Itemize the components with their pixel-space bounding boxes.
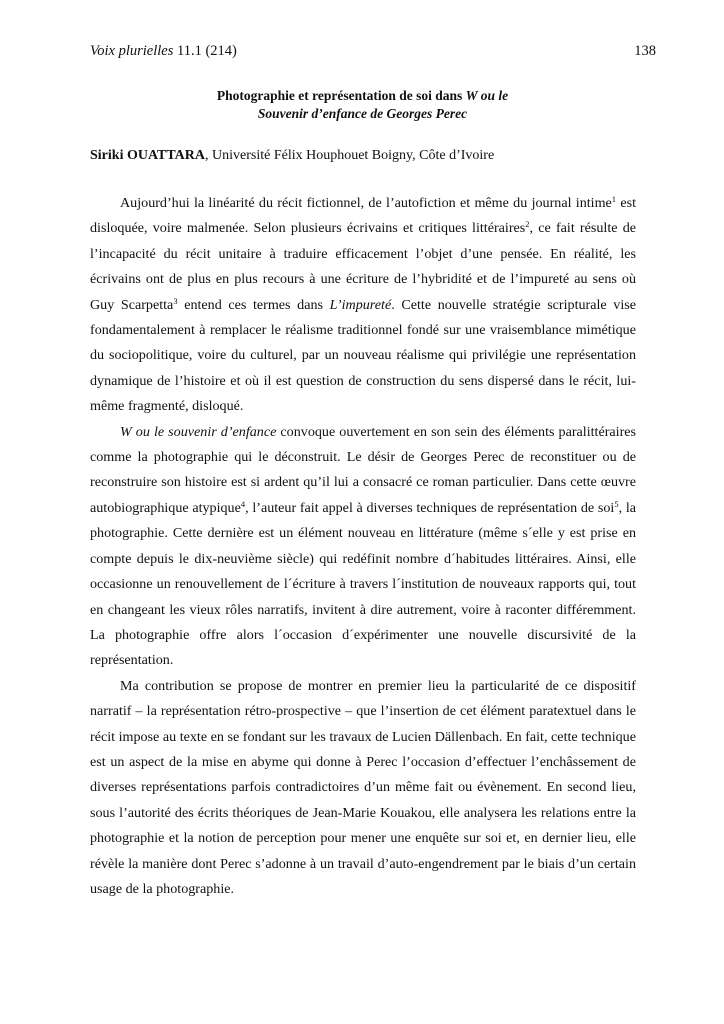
p1-text-3: , ce fait résulte de l’incapacité du récit unitaire à traduire efficacement l’objet d’une pensée. En réalité, les écrivains ont de plus en plus recours à une écriture de l’hybridité et de l’impureté au sens où Guy Scarpetta xyxy=(90,220,636,313)
title-italic-part2: Souvenir d’enfance de Georges Perec xyxy=(257,106,468,121)
paragraph-1 xyxy=(90,191,636,420)
book-title-w: W ou le souvenir d’enfance xyxy=(120,423,277,440)
p2-text-3: , la photographie. Cette dernière est un élément nouveau en littérature (même s´elle y est prise en compte depuis le dix-neuvième siècle) qui redéfinit nombre d´habitudes littéraires. Ainsi, elle occasionne un renouvellement de l´écriture à travers l´institution de nouveaux rapports qui, tout en changeant les vieux rôles narratifs, invitent à dire autrement, voire à raconter différemment. La photographie offre alors l´occasion d´expérimenter une nouvelle discursivité de la représentation. xyxy=(90,499,636,669)
running-header xyxy=(90,41,656,61)
title-italic-part1: W ou le xyxy=(465,88,509,103)
footnote-ref-1[interactable]: 1 xyxy=(611,194,617,204)
title-line-1 xyxy=(90,87,635,105)
journal-issue: 11.1 (214) xyxy=(177,43,237,59)
journal-citation xyxy=(90,41,237,61)
p3-text-1: Ma contribution se propose de montrer en premier lieu la particularité de ce dispositif narratif – la représentation rétro-prospective – que l’insertion de cet élément paratextuel dans le récit impose au texte en se fondant sur les travaux de Lucien Dällenbach. En fait, cette technique est un aspect de la mise en abyme qui donne à Perec l’occasion d’effectuer l’enchâssement de diverses représentations parfois contradictoires d’un même fait ou évènement. En second lieu, sous l’autorité des écrits théoriques de Jean-Marie Kouakou, elle analysera les relations entre la photographie et la notion de perception pour mener une enquête sur soi et, en dernier lieu, elle révèle la manière dont Perec s’adonne à un travail d’auto-engendrement par le biais d’un certain usage de la photographie. xyxy=(90,677,636,897)
paragraph-3 xyxy=(90,674,636,903)
p1-text-1: Aujourd’hui la linéarité du récit fictionnel, de l’autofiction et même du journal intime xyxy=(120,195,612,211)
p2-text-2: , l’auteur fait appel à diverses techniques de représentation de soi xyxy=(245,499,615,516)
author-line xyxy=(90,146,650,166)
footnote-ref-5[interactable]: 5 xyxy=(614,498,619,509)
journal-title: Voix plurielles xyxy=(90,43,174,59)
page-number: 138 xyxy=(634,43,656,59)
footnote-ref-2[interactable]: 2 xyxy=(525,219,530,230)
title-text: Photographie et représentation de soi dans xyxy=(216,88,466,103)
title-line-2 xyxy=(90,105,635,123)
author-name: Siriki OUATTARA xyxy=(90,148,205,163)
author-affiliation: , Université Félix Houphouet Boigny, Côte d’Ivoire xyxy=(205,148,495,163)
article-title xyxy=(90,87,635,123)
footnote-ref-3[interactable]: 3 xyxy=(173,295,178,306)
p1-text-2: est disloquée, voire malmenée. Selon plusieurs écrivains et critiques littéraires xyxy=(90,195,636,237)
p1-text-4: entend ces termes dans xyxy=(177,296,330,313)
paragraph-2 xyxy=(90,420,636,674)
book-title-limpurete: L’impureté xyxy=(329,296,392,313)
p1-text-5: . Cette nouvelle stratégie scripturale vise fondamentalement à remplacer le réalisme traditionnel fondé sur une vraisemblance mimétique du sociopolitique, voire du culturel, par un nouveau réalisme qui privilégie une représentation dynamique de l’histoire et où il est question de construction du sens dispersé dans le récit, lui-même fragmenté, disloqué. xyxy=(90,296,636,415)
article-body xyxy=(90,191,636,902)
footnote-ref-4[interactable]: 4 xyxy=(240,498,246,509)
p2-text-1: convoque ouvertement en son sein des éléments paralittéraires comme la photographie qui le déconstruit. Le désir de Georges Perec de reconstituer ou de reconstruire son histoire est si ardent qu’il lui a consacré ce roman particulier. Dans cette œuvre autobiographique atypique xyxy=(90,423,637,516)
